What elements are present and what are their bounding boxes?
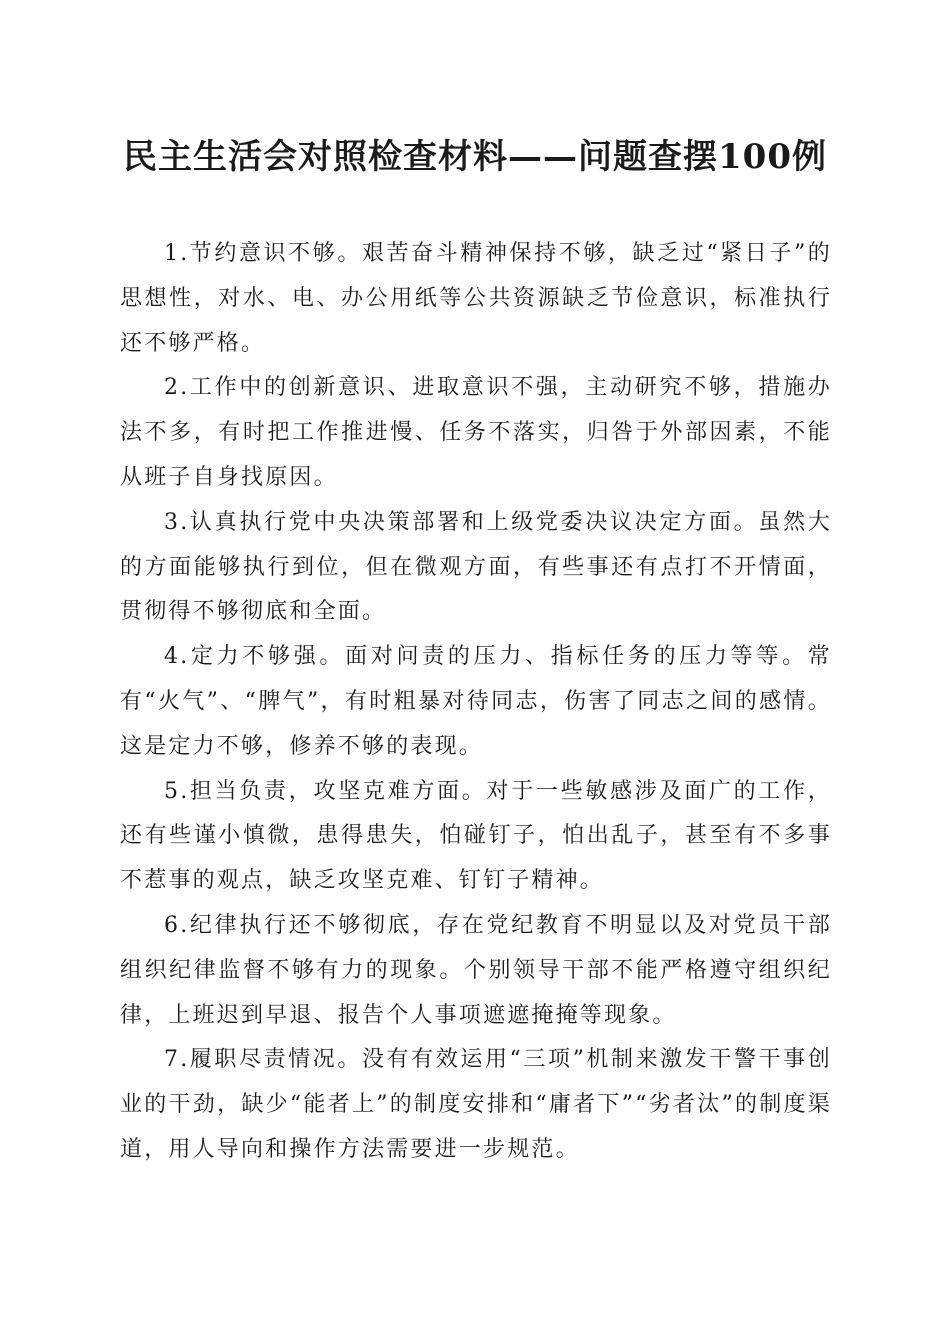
paragraph-item-1: 1.节约意识不够。艰苦奋斗精神保持不够，缺乏过“紧日子”的思想性，对水、电、办公用纸等公共资源缺乏节俭意识，标准执行还不够严格。 [120, 241, 832, 356]
paragraph-item-4: 4.定力不够强。面对问责的压力、指标任务的压力等等。常有“火气”、“脾气”，有时粗暴对待同志，伤害了同志之间的感情。这是定力不够，修养不够的表现。 [120, 644, 832, 759]
document-title: 民主生活会对照检查材料——问题查摆100例 [123, 137, 827, 177]
paragraph-item-2: 2.工作中的创新意识、进取意识不强，主动研究不够，措施办法不多，有时把工作推进慢、任务不落实，归咎于外部因素，不能从班子自身找原因。 [120, 375, 832, 490]
document-body [120, 232, 832, 1173]
paragraph-item-7: 7.履职尽责情况。没有有效运用“三项”机制来激发干警干事创业的干劲，缺少“能者上”的制度安排和“庸者下”“劣者汰”的制度渠道，用人导向和操作方法需要进一步规范。 [120, 1047, 832, 1162]
paragraph-item-5: 5.担当负责，攻坚克难方面。对于一些敏感涉及面广的工作，还有些谨小慎微，患得患失，怕碰钉子，怕出乱子，甚至有不多事不惹事的观点，缺乏攻坚克难、钉钉子精神。 [120, 778, 832, 894]
paragraph-item-3: 3.认真执行党中央决策部署和上级党委决议决定方面。虽然大的方面能够执行到位，但在微观方面，有些事还有点打不开情面，贯彻得不够彻底和全面。 [120, 509, 832, 625]
paragraph-item-6: 6.纪律执行还不够彻底，存在党纪教育不明显以及对党员干部组织纪律监督不够有力的现象。个别领导干部不能严格遵守组织纪律，上班迟到早退、报告个人事项遮遮掩掩等现象。 [120, 912, 832, 1028]
